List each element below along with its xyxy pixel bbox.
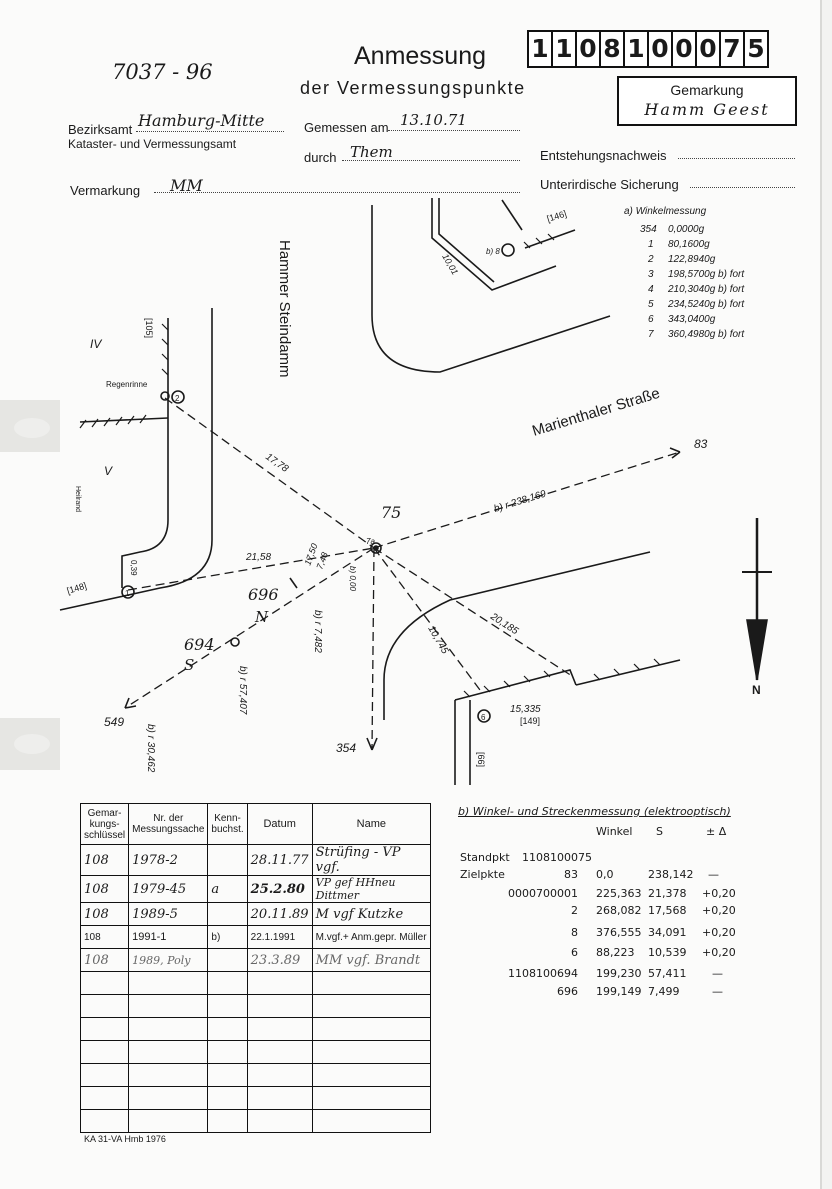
- cell: [247, 1018, 312, 1041]
- cell: [247, 1087, 312, 1110]
- form-footer: KA 31-VA Hmb 1976: [84, 1134, 166, 1144]
- cell: [247, 1110, 312, 1133]
- cell: [208, 903, 247, 926]
- gemarkung-label: Gemarkung: [670, 82, 744, 98]
- winkel-val: 198,5700g b) fort: [668, 269, 745, 280]
- id-digit: 0: [697, 32, 721, 66]
- building-line-w: [122, 318, 168, 588]
- gemarkung-value: Hamm Geest: [644, 100, 770, 119]
- col-winkel: Winkel: [596, 825, 633, 838]
- cell: [208, 845, 247, 876]
- block-v: V: [104, 464, 113, 478]
- winkel-val: 360,4980g b) fort: [668, 329, 745, 340]
- distance-20-185: 20,185: [488, 611, 521, 638]
- cell: [312, 1087, 430, 1110]
- cell: [129, 1087, 208, 1110]
- vermarkung-label: Vermarkung: [70, 183, 141, 198]
- row-winkel: 0,0: [596, 868, 614, 881]
- cell: 108: [81, 903, 129, 926]
- cell: a: [208, 876, 247, 903]
- cell: [129, 972, 208, 995]
- cell: [81, 1064, 129, 1087]
- cell: 108: [81, 845, 129, 876]
- cell: [81, 995, 129, 1018]
- gemessen-value: 13.10.71: [400, 111, 467, 129]
- cell: 108: [81, 876, 129, 903]
- row-s: 238,142: [648, 868, 694, 881]
- point-1-label: 1: [125, 589, 130, 598]
- cell: [312, 1018, 430, 1041]
- table-row: [81, 1041, 431, 1064]
- row-winkel: 199,230: [596, 967, 642, 980]
- winkel-val: 210,3040g b) fort: [668, 284, 745, 295]
- standpkt-label: Standpkt: [460, 851, 510, 864]
- cell: 22.1.1991: [247, 926, 312, 949]
- label-b-r7482: b) r 7,482: [312, 610, 323, 653]
- point-8-label: b) 8: [486, 247, 500, 256]
- cell: [129, 995, 208, 1018]
- label-17-50: 17,50: [302, 542, 320, 567]
- cell: [208, 972, 247, 995]
- cell: b): [208, 926, 247, 949]
- col-header: Nr. der Messungssache: [129, 804, 208, 845]
- id-digit: 0: [649, 32, 673, 66]
- row-delta: +0,20: [702, 887, 736, 900]
- row-s: 57,411: [648, 967, 687, 980]
- cell: 1978-2: [129, 845, 208, 876]
- cell: 1979-45: [129, 876, 208, 903]
- cell: [247, 995, 312, 1018]
- row-winkel: 376,555: [596, 926, 642, 939]
- cell: [247, 1041, 312, 1064]
- id-digit: 1: [553, 32, 577, 66]
- winkel-pt: 7: [648, 329, 654, 340]
- distance-10-745: 10,745: [425, 624, 451, 656]
- page-title: Anmessung: [354, 42, 487, 70]
- label-b-r238: b) r 238,169: [492, 488, 548, 515]
- label-7a: 7a: [366, 537, 375, 546]
- id-digit: 0: [673, 32, 697, 66]
- row-delta: +0,20: [702, 946, 736, 959]
- cell: [208, 949, 247, 972]
- point-6-label: 6: [481, 713, 486, 722]
- cell: Strüfing - VP vgf.: [312, 845, 430, 876]
- id-digit: 1: [529, 32, 553, 66]
- winkel-pt: 6: [648, 314, 654, 325]
- cell: 23.3.89: [247, 949, 312, 972]
- winkel-list: [640, 224, 745, 340]
- page-subtitle: der Vermessungspunkte: [300, 78, 526, 98]
- row-point: 696: [557, 985, 578, 998]
- winkel-val: 343,0400g: [668, 314, 716, 325]
- cell: M vgf Kutzke: [312, 903, 430, 926]
- row-point: 8: [571, 926, 578, 939]
- entstehung-label: Entstehungsnachweis: [540, 148, 667, 163]
- winkel-pt: 3: [648, 269, 654, 280]
- cell: [81, 1087, 129, 1110]
- table-row: [81, 876, 431, 903]
- street-hammer-steindamm: Hammer Steindamm: [276, 240, 293, 378]
- cell: [312, 972, 430, 995]
- winkel-pt: 4: [648, 284, 654, 295]
- winkel-pt: 354: [640, 224, 657, 235]
- col-header: Datum: [247, 804, 312, 845]
- row-s: 17,568: [648, 904, 687, 917]
- point-696-dir: N: [255, 608, 269, 626]
- cell: [208, 995, 247, 1018]
- cell: [312, 1064, 430, 1087]
- row-s: 34,091: [648, 926, 687, 939]
- row-s: 7,499: [648, 985, 680, 998]
- cell: [129, 1018, 208, 1041]
- cell: [208, 1064, 247, 1087]
- distance-21-58: 21,58: [246, 552, 272, 563]
- id-digit: 0: [577, 32, 601, 66]
- strecken-title: b) Winkel- und Streckenmessung (elektrooptisch): [458, 805, 731, 818]
- label-0-39: 0,39: [129, 560, 138, 576]
- measurement-log-table: [80, 803, 431, 1133]
- cell: 1989, Poly: [129, 949, 208, 972]
- cell: [312, 995, 430, 1018]
- row-point: 6: [571, 946, 578, 959]
- cell: 1989-5: [129, 903, 208, 926]
- cell: [247, 972, 312, 995]
- row-delta: —: [708, 868, 719, 881]
- col-header: Gemar-kungs-schlüssel: [81, 804, 129, 845]
- standpkt-value: 1108100075: [522, 851, 592, 864]
- winkel-pt: 2: [648, 254, 654, 265]
- cell: [81, 1110, 129, 1133]
- cell: [208, 1018, 247, 1041]
- row-s: 10,539: [648, 946, 687, 959]
- winkel-pt: 5: [648, 299, 654, 310]
- row-winkel: 225,363: [596, 887, 642, 900]
- cell: 28.11.77: [247, 845, 312, 876]
- winkel-val: 80,1600g: [668, 239, 710, 250]
- cell: 25.2.80: [247, 876, 312, 903]
- row-point: 83: [564, 868, 578, 881]
- id-digit: 8: [601, 32, 625, 66]
- row-winkel: 88,223: [596, 946, 635, 959]
- row-winkel: 199,149: [596, 985, 642, 998]
- bracket-66: [66]: [476, 752, 486, 768]
- col-header: Kenn-buchst.: [208, 804, 247, 845]
- cell: [81, 972, 129, 995]
- vermarkung-value: MM: [170, 176, 203, 195]
- target-83: 83: [694, 437, 708, 451]
- point-694-dir: S: [184, 656, 195, 674]
- cell: 108: [81, 926, 129, 949]
- bracket-148: [148]: [65, 580, 88, 596]
- row-delta: —: [712, 985, 723, 998]
- durch-value: Them: [350, 143, 393, 161]
- id-digit: 7: [721, 32, 745, 66]
- zielpkte-label: Zielpkte: [460, 868, 505, 881]
- cell: [81, 1018, 129, 1041]
- row-delta: +0,20: [702, 926, 736, 939]
- table-row: [81, 1064, 431, 1087]
- table-row: [81, 1087, 431, 1110]
- cell: [129, 1064, 208, 1087]
- distance-10-01: 10,01: [440, 252, 461, 277]
- point-696-label: 696: [248, 585, 279, 604]
- id-digit: 1: [625, 32, 649, 66]
- table-row: [81, 1018, 431, 1041]
- cell: [208, 1087, 247, 1110]
- table-row: [81, 926, 431, 949]
- row-winkel: 268,082: [596, 904, 642, 917]
- bracket-149: [149]: [520, 716, 541, 726]
- durch-label: durch: [304, 150, 337, 165]
- table-row: [81, 972, 431, 995]
- bezirksamt-label: Bezirksamt: [68, 122, 133, 137]
- row-point: 1108100694: [508, 967, 578, 980]
- distance-17-78: 17,78: [263, 451, 291, 475]
- row-delta: —: [712, 967, 723, 980]
- kataster-label: Kataster- und Vermessungsamt: [68, 137, 237, 151]
- cell: 20.11.89: [247, 903, 312, 926]
- col-header: Name: [312, 804, 430, 845]
- label-b-0-00: b) 0,00: [348, 566, 357, 591]
- curb-line-se: [384, 552, 650, 720]
- table-row: [81, 949, 431, 972]
- cell: [129, 1110, 208, 1133]
- winkel-pt: 1: [648, 239, 654, 250]
- cell: [208, 1041, 247, 1064]
- target-354: 354: [336, 741, 357, 755]
- cell: [312, 1110, 430, 1133]
- street-marienthaler: Marienthaler Straße: [530, 384, 662, 440]
- label-b-r30462: b) r 30,462: [145, 724, 156, 773]
- col-s: S: [656, 825, 663, 838]
- point-694-marker: [231, 638, 239, 646]
- id-digit: 5: [747, 34, 765, 63]
- col-delta: ± Δ: [706, 825, 727, 838]
- table-header-row: [81, 804, 431, 845]
- block-iv: IV: [90, 337, 102, 351]
- point-694-label: 694: [184, 635, 215, 654]
- sicherung-label: Unterirdische Sicherung: [540, 177, 679, 192]
- bracket-146: [146]: [545, 208, 568, 224]
- north-label: N: [752, 683, 761, 697]
- label-7-48: 7,48: [314, 550, 330, 571]
- cell: MM vgf. Brandt: [312, 949, 430, 972]
- winkel-val: 234,5240g b) fort: [668, 299, 745, 310]
- cell: [208, 1110, 247, 1133]
- cell: [247, 1064, 312, 1087]
- row-point: 2: [571, 904, 578, 917]
- table-row: [81, 995, 431, 1018]
- cell: [81, 1041, 129, 1064]
- table-row: [81, 1110, 431, 1133]
- target-549: 549: [104, 715, 125, 729]
- gemessen-label: Gemessen am: [304, 120, 389, 135]
- winkel-val: 122,8940g: [668, 254, 716, 265]
- point-2-label: 2: [175, 394, 180, 403]
- row-delta: +0,20: [702, 904, 736, 917]
- winkel-val: 0,0000g: [668, 224, 705, 235]
- row-s: 21,378: [648, 887, 687, 900]
- label-heilrand: Heilrand: [74, 486, 81, 513]
- cell: 1991-1: [129, 926, 208, 949]
- bezirksamt-value: Hamburg-Mitte: [138, 111, 265, 130]
- point-75-label: 75: [381, 503, 402, 522]
- cell: [129, 1041, 208, 1064]
- label-b-r57407: b) r 57,407: [237, 666, 248, 715]
- label-regenrinne: Regenrinne: [106, 380, 148, 389]
- table-row: [81, 903, 431, 926]
- winkel-title: a) Winkelmessung: [624, 206, 707, 217]
- cell: 108: [81, 949, 129, 972]
- cell: M.vgf.+ Anm.gepr. Müller: [312, 926, 430, 949]
- cell: [312, 1041, 430, 1064]
- corner-note: 7037 - 96: [112, 60, 213, 84]
- row-point: 0000700001: [508, 887, 578, 900]
- cell: VP gef HHneu Dittmer: [312, 876, 430, 903]
- bracket-105: [105]: [144, 318, 154, 339]
- building-outline-se: [455, 670, 576, 700]
- table-row: [81, 845, 431, 876]
- distance-15-335: 15,335: [510, 704, 541, 715]
